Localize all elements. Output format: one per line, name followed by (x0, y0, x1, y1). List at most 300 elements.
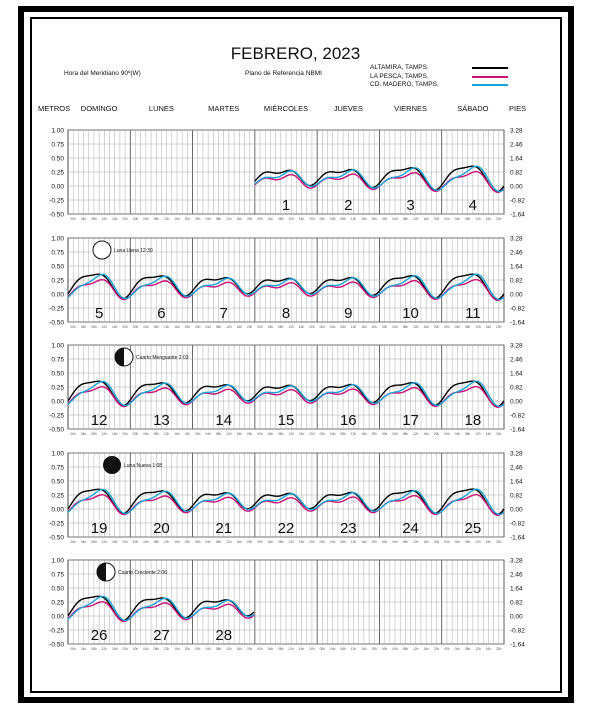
y-tick-label-m: 0.25 (51, 277, 64, 285)
y-tick-label-ft: -0.82 (510, 627, 525, 635)
hour-tick-label: 08h (465, 647, 471, 651)
hour-tick-label: 16h (174, 217, 180, 221)
y-tick-label-ft: 3.28 (510, 342, 523, 350)
hour-tick-label: 00h (195, 325, 201, 329)
hour-tick-label: 00h (70, 325, 76, 329)
hour-tick-label: 16h (423, 647, 429, 651)
y-tick-label-ft: 1.64 (510, 370, 523, 378)
day-number: 14 (215, 412, 233, 429)
hour-tick-label: 04h (392, 217, 398, 221)
hour-tick-label: 20h (184, 647, 191, 651)
day-number: 27 (153, 627, 170, 644)
hour-tick-label: 12h (350, 540, 357, 544)
reference-plane-label: Plano de Referencia NBMI (245, 70, 322, 77)
day-number: 21 (215, 520, 233, 537)
hour-tick-label: 08h (465, 540, 471, 544)
hour-tick-label: 12h (288, 540, 294, 544)
y-tick-label-m: 1.00 (51, 557, 64, 565)
hour-tick-label: 20h (122, 432, 128, 436)
hour-tick-label: 16h (174, 432, 180, 436)
y-tick-label-m: -0.25 (49, 412, 64, 420)
hour-tick-label: 20h (184, 432, 191, 436)
y-tick-label-m: 0.00 (51, 398, 64, 406)
y-tick-label-ft: -0.82 (510, 520, 525, 528)
day-number: 13 (153, 412, 170, 429)
y-tick-label-m: 1.00 (51, 235, 64, 243)
y-tick-label-m: 0.50 (51, 155, 64, 163)
hour-tick-label: 08h (340, 540, 346, 544)
hour-tick-label: 08h (91, 325, 97, 329)
hour-tick-label: 08h (465, 217, 471, 221)
hour-tick-label: 04h (330, 325, 336, 329)
hour-tick-label: 08h (91, 647, 97, 651)
y-tick-label-m: 0.25 (51, 169, 64, 177)
y-tick-label-m: -0.25 (49, 520, 64, 528)
hour-tick-label: 04h (143, 647, 149, 651)
y-tick-label-ft: 0.82 (510, 492, 523, 500)
hour-tick-label: 04h (143, 540, 149, 544)
hour-tick-label: 00h (70, 217, 76, 221)
y-tick-label-ft: 3.28 (510, 235, 523, 243)
hour-tick-label: 00h (132, 325, 139, 329)
day-number: 26 (90, 627, 108, 644)
day-number: 25 (464, 520, 482, 537)
hour-tick-label: 08h (278, 217, 284, 221)
hour-tick-label: 00h (444, 217, 450, 221)
y-tick-label-m: 0.00 (51, 291, 64, 299)
hour-tick-label: 16h (112, 217, 118, 221)
hour-tick-label: 08h (153, 647, 159, 651)
day-number: 19 (90, 520, 108, 537)
hour-tick-label: 12h (101, 432, 107, 436)
hour-tick-label: 00h (195, 432, 201, 436)
hour-tick-label: 00h (132, 432, 139, 436)
hour-tick-label: 20h (433, 540, 440, 544)
hour-tick-label: 20h (309, 432, 315, 436)
y-tick-label-m: -0.50 (49, 211, 64, 219)
hour-tick-label: 04h (205, 217, 211, 221)
hour-tick-label: 16h (236, 432, 242, 436)
y-tick-label-ft: 0.82 (510, 599, 523, 607)
hour-tick-label: 04h (330, 647, 336, 651)
hour-tick-label: 16h (112, 540, 118, 544)
hour-tick-label: 04h (267, 325, 274, 329)
moon-phase-label: Cuarto Menguante 2:03 (136, 355, 189, 361)
hour-tick-label: 00h (70, 432, 76, 436)
hour-tick-label: 08h (340, 325, 346, 329)
hour-tick-label: 12h (101, 540, 107, 544)
hour-tick-label: 12h (350, 647, 357, 651)
hour-tick-label: 00h (195, 217, 201, 221)
y-tick-label-m: 1.00 (51, 127, 64, 135)
hour-tick-label: 16h (298, 217, 305, 221)
hour-tick-label: 12h (413, 432, 419, 436)
hour-tick-label: 16h (236, 647, 242, 651)
hour-tick-label: 20h (247, 217, 253, 221)
day-number: 24 (402, 520, 419, 537)
hour-tick-label: 04h (454, 325, 460, 329)
hour-tick-label: 04h (454, 647, 460, 651)
chart-title: FEBRERO, 2023 (230, 44, 361, 63)
hour-tick-label: 12h (288, 325, 294, 329)
hour-tick-label: 08h (153, 432, 159, 436)
y-tick-label-m: -0.50 (49, 319, 64, 327)
hour-tick-label: 00h (444, 540, 450, 544)
hour-tick-label: 16h (298, 647, 305, 651)
hour-tick-label: 20h (247, 540, 253, 544)
hour-tick-label: 04h (80, 432, 87, 436)
y-tick-label-m: 1.00 (51, 342, 64, 350)
y-tick-label-ft: 1.64 (510, 478, 523, 486)
day-number: 8 (281, 305, 291, 322)
hour-tick-label: 16h (361, 540, 367, 544)
hour-tick-label: 16h (236, 325, 242, 329)
hour-tick-label: 16h (423, 217, 429, 221)
y-tick-label-ft: 1.64 (510, 263, 523, 271)
hour-tick-label: 08h (153, 325, 159, 329)
day-number: 11 (465, 305, 481, 322)
hour-tick-label: 20h (184, 217, 191, 221)
hour-tick-label: 00h (132, 647, 139, 651)
day-number: 16 (339, 412, 357, 429)
hour-tick-label: 12h (101, 217, 107, 221)
hour-tick-label: 08h (402, 325, 409, 329)
hour-tick-label: 00h (257, 540, 263, 544)
hour-tick-label: 20h (247, 432, 253, 436)
hour-tick-label: 00h (132, 540, 139, 544)
hour-tick-label: 12h (413, 325, 419, 329)
hour-tick-label: 08h (402, 217, 409, 221)
hour-tick-label: 16h (361, 325, 367, 329)
hour-tick-label: 12h (475, 540, 481, 544)
hour-tick-label: 12h (350, 217, 357, 221)
y-tick-label-ft: -1.64 (510, 641, 525, 649)
legend-label: CD. MADERO, TAMPS. (370, 81, 439, 88)
hour-tick-label: 04h (454, 217, 460, 221)
hour-tick-label: 20h (122, 647, 128, 651)
y-tick-label-m: 0.00 (51, 183, 64, 191)
hour-tick-label: 08h (153, 217, 159, 221)
hour-tick-label: 04h (330, 432, 336, 436)
day-number: 1 (281, 197, 291, 214)
y-tick-label-ft: 0.82 (510, 169, 523, 177)
hour-tick-label: 20h (496, 647, 502, 651)
hour-tick-label: 12h (226, 325, 232, 329)
hour-tick-label: 08h (340, 647, 346, 651)
meridian-label: Hora del Meridiano 90º(W) (64, 70, 141, 77)
hour-tick-label: 04h (143, 432, 149, 436)
y-tick-label-ft: 0.82 (510, 277, 523, 285)
hour-tick-label: 04h (454, 540, 460, 544)
weekday-header: DOMINGO (80, 104, 118, 113)
y-tick-label-ft: 3.28 (510, 127, 523, 135)
hour-tick-label: 20h (122, 217, 128, 221)
hour-tick-label: 04h (205, 432, 211, 436)
hour-tick-label: 00h (257, 217, 263, 221)
hour-tick-label: 12h (226, 217, 232, 221)
y-tick-label-ft: -1.64 (510, 426, 525, 434)
y-tick-label-ft: 2.46 (510, 356, 523, 364)
hour-tick-label: 00h (70, 647, 76, 651)
weekday-header: VIERNES (394, 104, 428, 113)
hour-tick-label: 16h (485, 432, 492, 436)
hour-tick-label: 04h (80, 217, 87, 221)
y-tick-label-m: 0.00 (51, 506, 64, 514)
y-tick-label-m: 0.75 (51, 464, 64, 472)
hour-tick-label: 04h (205, 540, 211, 544)
hour-tick-label: 00h (195, 540, 201, 544)
moon-phase-label: Luna Nueva 1:08 (124, 463, 163, 469)
hour-tick-label: 04h (392, 647, 398, 651)
y-tick-label-m: 0.75 (51, 571, 64, 579)
weekday-header: MARTES (208, 104, 240, 113)
hour-tick-label: 16h (361, 217, 367, 221)
day-number: 12 (90, 412, 108, 429)
hour-tick-label: 16h (485, 217, 492, 221)
y-tick-label-m: -0.50 (49, 641, 64, 649)
hour-tick-label: 20h (496, 217, 502, 221)
hour-tick-label: 08h (91, 540, 97, 544)
hour-tick-label: 04h (392, 325, 398, 329)
y-tick-label-m: 1.00 (51, 450, 64, 458)
left-axis-unit: METROS (38, 104, 71, 113)
hour-tick-label: 00h (257, 647, 263, 651)
hour-tick-label: 00h (381, 217, 388, 221)
moon-phase-label: Cuarto Creciente 2:06 (118, 570, 167, 576)
moon-phase-label: Luna Llena 12:30 (114, 248, 153, 254)
hour-tick-label: 08h (402, 647, 409, 651)
hour-tick-label: 16h (298, 325, 305, 329)
y-tick-label-ft: 2.46 (510, 141, 523, 149)
hour-tick-label: 08h (91, 217, 97, 221)
hour-tick-label: 04h (267, 540, 274, 544)
y-tick-label-m: 0.75 (51, 356, 64, 364)
hour-tick-label: 16h (112, 325, 118, 329)
hour-tick-label: 00h (319, 432, 325, 436)
hour-tick-label: 12h (163, 540, 170, 544)
day-number: 20 (153, 520, 170, 537)
hour-tick-label: 08h (278, 432, 284, 436)
day-number: 4 (468, 197, 478, 214)
hour-tick-label: 20h (433, 647, 440, 651)
hour-tick-label: 12h (163, 217, 170, 221)
hour-tick-label: 20h (371, 217, 377, 221)
hour-tick-label: 20h (433, 325, 440, 329)
hour-tick-label: 16h (485, 540, 492, 544)
hour-tick-label: 20h (433, 217, 440, 221)
hour-tick-label: 20h (309, 217, 315, 221)
hour-tick-label: 16h (485, 325, 492, 329)
day-number: 15 (277, 412, 295, 429)
y-tick-label-m: 0.25 (51, 492, 64, 500)
hour-tick-label: 20h (247, 647, 253, 651)
hour-tick-label: 20h (247, 325, 253, 329)
hour-tick-label: 00h (257, 325, 263, 329)
hour-tick-label: 08h (465, 325, 471, 329)
hour-tick-label: 00h (70, 540, 76, 544)
hour-tick-label: 12h (163, 325, 170, 329)
y-tick-label-ft: -1.64 (510, 319, 525, 327)
hour-tick-label: 16h (485, 647, 492, 651)
hour-tick-label: 20h (371, 647, 377, 651)
hour-tick-label: 00h (319, 217, 325, 221)
day-number: 2 (344, 197, 353, 214)
y-tick-label-ft: -1.64 (510, 211, 525, 219)
hour-tick-label: 12h (163, 432, 170, 436)
hour-tick-label: 12h (288, 217, 294, 221)
hour-tick-label: 12h (413, 540, 419, 544)
hour-tick-label: 20h (184, 540, 191, 544)
weekday-header: JUEVES (333, 104, 363, 113)
hour-tick-label: 16h (423, 432, 429, 436)
hour-tick-label: 12h (226, 647, 232, 651)
hour-tick-label: 16h (298, 432, 305, 436)
y-tick-label-ft: -0.82 (510, 412, 525, 420)
legend-label: ALTAMIRA, TAMPS. (370, 64, 429, 71)
hour-tick-label: 08h (153, 540, 159, 544)
hour-tick-label: 04h (205, 647, 211, 651)
y-tick-label-ft: 0.00 (510, 506, 523, 514)
hour-tick-label: 04h (392, 432, 398, 436)
y-tick-label-ft: 2.46 (510, 464, 523, 472)
hour-tick-label: 12h (163, 647, 170, 651)
y-tick-label-m: -0.25 (49, 305, 64, 313)
y-tick-label-ft: 0.00 (510, 613, 523, 621)
hour-tick-label: 00h (444, 647, 450, 651)
hour-tick-label: 08h (278, 540, 284, 544)
y-tick-label-ft: 0.00 (510, 183, 523, 191)
hour-tick-label: 04h (80, 540, 87, 544)
hour-tick-label: 08h (402, 432, 409, 436)
hour-tick-label: 12h (475, 217, 481, 221)
hour-tick-label: 00h (319, 540, 325, 544)
hour-tick-label: 12h (350, 325, 357, 329)
y-tick-label-ft: 1.64 (510, 155, 523, 163)
y-tick-label-m: 0.75 (51, 141, 64, 149)
hour-tick-label: 16h (423, 325, 429, 329)
y-tick-label-ft: -0.82 (510, 305, 525, 313)
hour-tick-label: 16h (298, 540, 305, 544)
hour-tick-label: 12h (288, 647, 294, 651)
y-tick-label-m: 0.50 (51, 478, 64, 486)
hour-tick-label: 00h (195, 647, 201, 651)
hour-tick-label: 00h (381, 647, 388, 651)
y-tick-label-ft: 2.46 (510, 571, 523, 579)
day-number: 6 (157, 305, 166, 322)
day-number: 28 (215, 627, 233, 644)
hour-tick-label: 08h (465, 432, 471, 436)
hour-tick-label: 12h (226, 540, 232, 544)
hour-tick-label: 00h (132, 217, 139, 221)
hour-tick-label: 08h (215, 325, 222, 329)
day-number: 5 (94, 305, 104, 322)
y-tick-label-m: -0.25 (49, 197, 64, 205)
hour-tick-label: 20h (309, 647, 315, 651)
legend-label: LA PESCA, TAMPS. (370, 72, 429, 80)
day-number: 10 (402, 305, 419, 322)
hour-tick-label: 04h (267, 432, 274, 436)
hour-tick-label: 20h (122, 325, 128, 329)
y-tick-label-ft: 3.28 (510, 450, 523, 458)
day-number: 7 (219, 305, 228, 322)
hour-tick-label: 04h (392, 540, 398, 544)
hour-tick-label: 00h (319, 325, 325, 329)
hour-tick-label: 12h (475, 647, 481, 651)
hour-tick-label: 20h (309, 325, 315, 329)
hour-tick-label: 04h (330, 540, 336, 544)
y-tick-label-m: 0.25 (51, 384, 64, 392)
hour-tick-label: 16h (361, 647, 367, 651)
hour-tick-label: 16h (174, 647, 180, 651)
hour-tick-label: 12h (413, 647, 419, 651)
hour-tick-label: 04h (80, 647, 87, 651)
hour-tick-label: 08h (91, 432, 97, 436)
hour-tick-label: 08h (278, 647, 284, 651)
hour-tick-label: 00h (444, 325, 450, 329)
hour-tick-label: 08h (215, 217, 222, 221)
hour-tick-label: 00h (381, 432, 388, 436)
hour-tick-label: 12h (226, 432, 232, 436)
hour-tick-label: 04h (330, 217, 336, 221)
y-tick-label-ft: 0.00 (510, 398, 523, 406)
hour-tick-label: 20h (371, 325, 377, 329)
hour-tick-label: 20h (433, 432, 440, 436)
day-number: 23 (339, 520, 357, 537)
hour-tick-label: 04h (143, 325, 149, 329)
hour-tick-label: 16h (361, 432, 367, 436)
hour-tick-label: 20h (496, 325, 502, 329)
hour-tick-label: 12h (350, 432, 357, 436)
y-tick-label-ft: 1.64 (510, 585, 523, 593)
y-tick-label-ft: 2.46 (510, 249, 523, 257)
hour-tick-label: 08h (278, 325, 284, 329)
day-number: 9 (344, 305, 353, 322)
y-tick-label-m: 0.50 (51, 263, 64, 271)
hour-tick-label: 04h (267, 647, 274, 651)
hour-tick-label: 00h (257, 432, 263, 436)
hour-tick-label: 20h (496, 540, 502, 544)
y-tick-label-m: 0.50 (51, 370, 64, 378)
hour-tick-label: 20h (496, 432, 502, 436)
weekday-header: MIÉRCOLES (263, 104, 309, 113)
y-tick-label-m: 0.00 (51, 613, 64, 621)
hour-tick-label: 20h (309, 540, 315, 544)
hour-tick-label: 12h (475, 325, 481, 329)
y-tick-label-ft: 0.00 (510, 291, 523, 299)
hour-tick-label: 08h (215, 647, 222, 651)
hour-tick-label: 00h (319, 647, 325, 651)
day-number: 22 (277, 520, 295, 537)
hour-tick-label: 00h (381, 540, 388, 544)
y-tick-label-m: 0.25 (51, 599, 64, 607)
y-tick-label-ft: -1.64 (510, 534, 525, 542)
hour-tick-label: 08h (402, 540, 409, 544)
y-tick-label-ft: 0.82 (510, 384, 523, 392)
weekday-header: LUNES (148, 104, 174, 113)
hour-tick-label: 20h (184, 325, 191, 329)
day-number: 17 (402, 412, 419, 429)
y-tick-label-m: -0.50 (49, 534, 64, 542)
hour-tick-label: 16h (174, 325, 180, 329)
y-tick-label-ft: 3.28 (510, 557, 523, 565)
right-axis-unit: PIES (509, 104, 527, 113)
y-tick-label-m: 0.75 (51, 249, 64, 257)
hour-tick-label: 16h (423, 540, 429, 544)
hour-tick-label: 00h (381, 325, 388, 329)
day-number: 18 (464, 412, 482, 429)
hour-tick-label: 12h (288, 432, 294, 436)
hour-tick-label: 04h (80, 325, 87, 329)
